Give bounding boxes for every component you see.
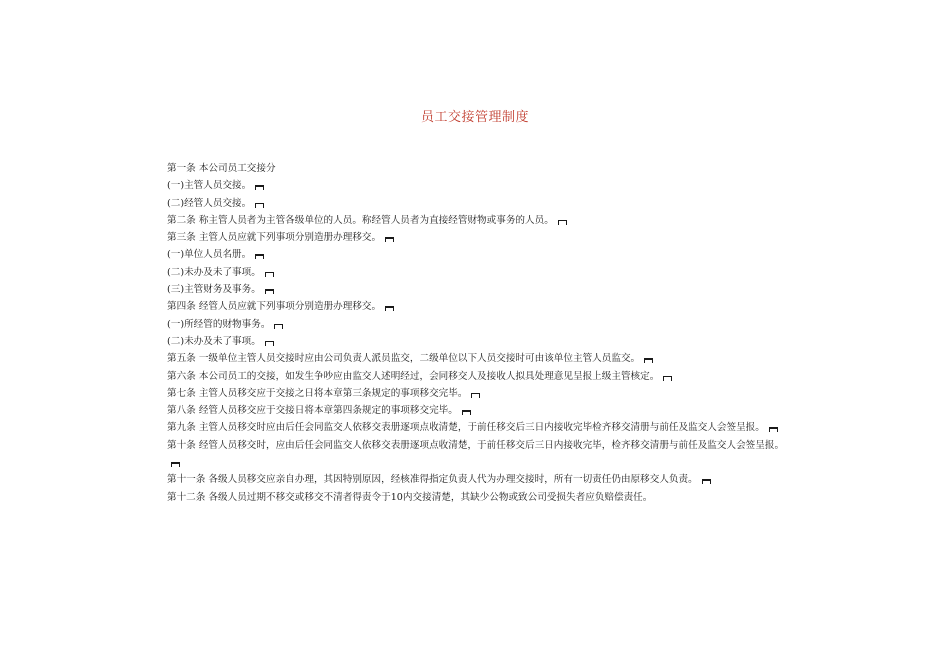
paragraph-mark-icon [702, 479, 711, 484]
paragraph [167, 333, 795, 350]
paragraph [167, 160, 795, 177]
paragraph [167, 298, 795, 315]
paragraph-text: (二)未办及未了事项。 [167, 335, 261, 347]
paragraph-text: 第十二条 各级人员过期不移交或移交不清者得责令于10内交接清楚，其缺少公物或致公司受损失者应负赔偿责任。 [167, 491, 653, 503]
paragraph-mark-icon [769, 427, 778, 432]
paragraph-mark-icon [171, 462, 180, 467]
paragraph-text: 第十一条 各级人员移交应亲自办理，其因特别原因，经核准得指定负责人代为办理交接时，所有一切责任仍由原移交人负责。 [167, 474, 698, 486]
paragraph [167, 489, 795, 506]
paragraph [167, 437, 795, 472]
paragraph [167, 316, 795, 333]
paragraph [167, 368, 795, 385]
paragraph [167, 281, 795, 298]
paragraph-text: (一)单位人员名册。 [167, 249, 252, 261]
paragraph-text: 第三条 主管人员应就下列事项分别造册办理移交。 [167, 232, 382, 244]
paragraph-text: 第八条 经管人员移交应于交接日将本章第四条规定的事项移交完毕。 [167, 405, 458, 417]
paragraph [167, 212, 795, 229]
paragraph-mark-icon [558, 220, 567, 225]
paragraph [167, 195, 795, 212]
paragraph-mark-icon [274, 324, 283, 329]
paragraph-mark-icon [644, 358, 653, 363]
paragraph [167, 350, 795, 367]
paragraph-text: 第一条 本公司员工交接分 [167, 163, 276, 174]
paragraph-text: (三)主管财务及事务。 [167, 284, 261, 296]
paragraph-text: (一)主管人员交接。 [167, 180, 252, 192]
paragraph [167, 385, 795, 402]
paragraph-text: 第四条 经管人员应就下列事项分别造册办理移交。 [167, 301, 382, 313]
paragraph-text: 第七条 主管人员移交应于交接之日将本章第三条规定的事项移交完毕。 [167, 387, 468, 399]
paragraph-text: 第五条 一级单位主管人员交接时应由公司负责人派员监交，二级单位以下人员交接时可由该单位主管人员监交。 [167, 353, 641, 365]
paragraph [167, 264, 795, 281]
paragraph [167, 402, 795, 419]
paragraph-mark-icon [265, 289, 274, 294]
paragraph [167, 246, 795, 263]
document-title: 员工交接管理制度 [420, 110, 529, 125]
paragraph-text: (二)经管人员交接。 [167, 197, 252, 209]
paragraph [167, 471, 795, 488]
document-body [167, 160, 795, 506]
paragraph [167, 229, 795, 246]
paragraph-mark-icon [255, 185, 264, 190]
paragraph-mark-icon [265, 341, 274, 346]
paragraph-text: 第六条 本公司员工的交接，如发生争吵应由监交人述明经过，会同移交人及接收人拟具处理意见呈报上级主管核定。 [167, 370, 660, 382]
paragraph-mark-icon [265, 272, 274, 277]
paragraph-text: (一)所经管的财物事务。 [167, 318, 271, 330]
paragraph-text: (二)未办及未了事项。 [167, 266, 261, 278]
paragraph-mark-icon [385, 306, 394, 311]
paragraph-mark-icon [385, 237, 394, 242]
paragraph-text: 第二条 称主管人员者为主管各级单位的人员。称经管人员者为直接经管财物或事务的人员。 [167, 214, 554, 226]
paragraph-mark-icon [462, 410, 471, 415]
paragraph [167, 177, 795, 194]
paragraph-mark-icon [255, 254, 264, 259]
paragraph-mark-icon [471, 393, 480, 398]
paragraph-mark-icon [255, 203, 264, 208]
paragraph [167, 419, 795, 436]
paragraph-text: 第九条 主管人员移交时应由后任会同监交人依移交表册逐项点收清楚，于前任移交后三日内接收完毕检齐移交清册与前任及监交人会签呈报。 [167, 422, 765, 434]
paragraph-text: 第十条 经管人员移交时，应由后任会同监交人依移交表册逐项点收清楚，于前任移交后三日内接收完毕，检齐移交清册与前任及监交人会签呈报。 [167, 439, 785, 451]
paragraph-mark-icon [663, 376, 672, 381]
